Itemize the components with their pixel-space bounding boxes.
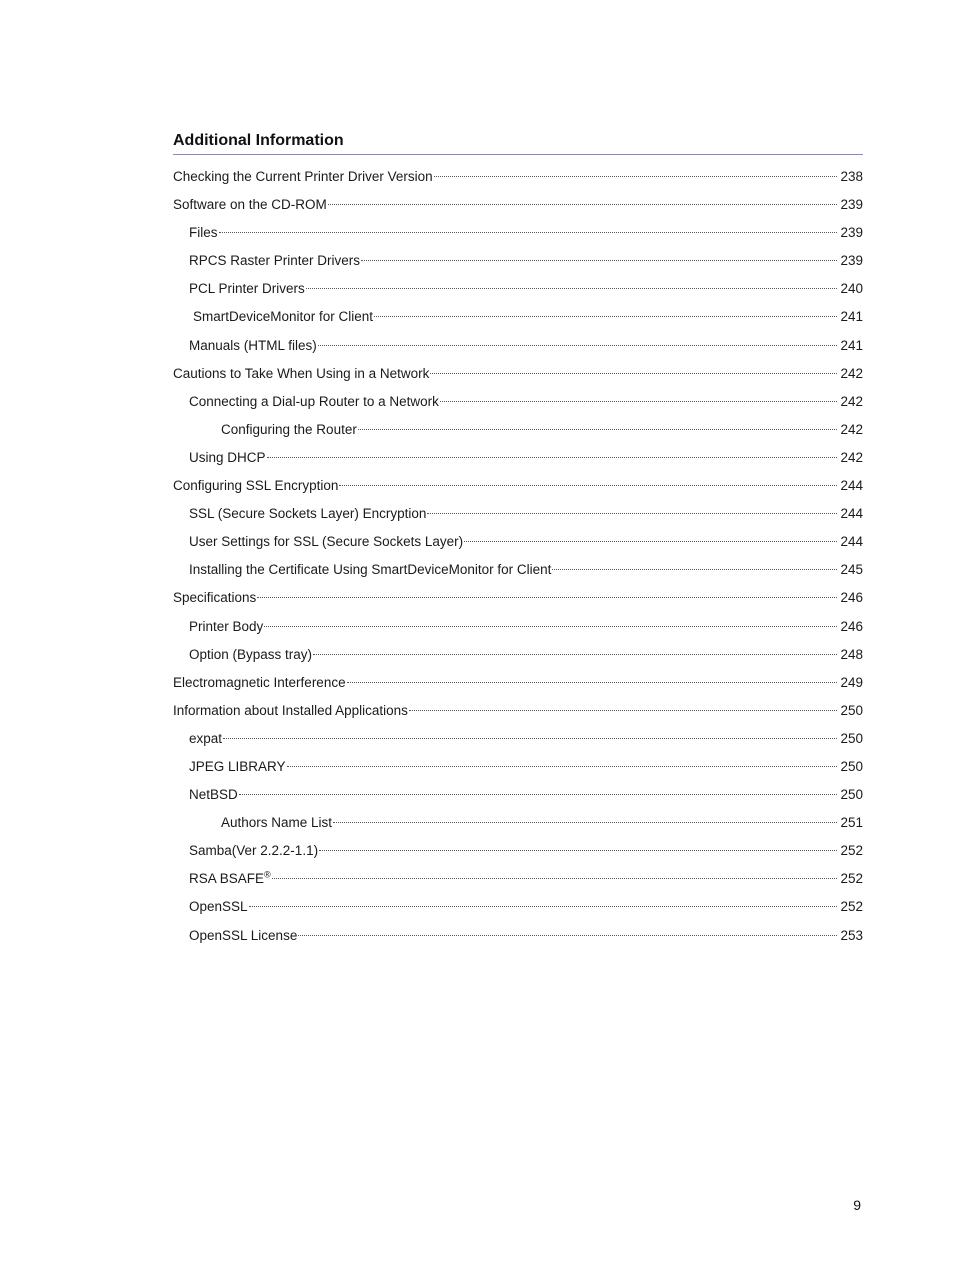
dot-leader bbox=[361, 259, 837, 261]
toc-entry[interactable] bbox=[173, 530, 863, 558]
toc-entry-title bbox=[189, 867, 271, 891]
toc-entry-title-text: Software on the CD-ROM bbox=[173, 197, 327, 213]
toc-entry-title-text: Checking the Current Printer Driver Version bbox=[173, 169, 433, 184]
toc-entry-title-text: Manuals (HTML files) bbox=[189, 337, 317, 353]
toc-entry-title bbox=[173, 362, 429, 386]
toc-entry-title bbox=[221, 418, 357, 442]
registered-mark: ® bbox=[264, 869, 271, 880]
toc-entry[interactable] bbox=[173, 839, 863, 867]
toc-entry-title bbox=[189, 839, 318, 863]
toc-entry-page-number: 249 bbox=[840, 674, 863, 690]
table-of-contents bbox=[173, 165, 863, 952]
toc-entry-title bbox=[189, 530, 463, 554]
toc-entry-title-text: SmartDeviceMonitor for Client bbox=[193, 309, 374, 325]
toc-entry[interactable] bbox=[173, 446, 863, 474]
toc-entry[interactable] bbox=[173, 699, 863, 727]
toc-entry-title bbox=[189, 643, 312, 667]
toc-entry-page-number: 242 bbox=[840, 393, 863, 409]
toc-entry-title-text: Information about Installed Applications bbox=[173, 702, 408, 718]
toc-entry-page-number: 242 bbox=[840, 449, 863, 465]
toc-entry-page-number: 252 bbox=[840, 871, 863, 887]
toc-entry-title bbox=[173, 193, 327, 217]
toc-entry-title bbox=[189, 783, 238, 807]
toc-entry-title bbox=[189, 249, 360, 273]
toc-entry-title bbox=[189, 727, 222, 751]
toc-entry-page-number: 250 bbox=[840, 787, 863, 803]
toc-entry[interactable] bbox=[173, 334, 863, 362]
toc-entry-title bbox=[189, 277, 305, 301]
toc-entry-title-text: Option (Bypass tray) bbox=[189, 646, 313, 662]
toc-entry-page-number: 245 bbox=[840, 562, 863, 578]
toc-entry-page-number: 250 bbox=[840, 702, 863, 718]
toc-entry-page-number: 238 bbox=[840, 169, 863, 184]
toc-entry-page-number: 239 bbox=[840, 197, 863, 213]
toc-entry-title-text: Electromagnetic Interference bbox=[173, 674, 346, 690]
dot-leader bbox=[313, 653, 837, 655]
dot-leader bbox=[328, 203, 837, 205]
toc-entry-title-text: Using DHCP bbox=[189, 449, 266, 465]
toc-entry-title-text: OpenSSL License bbox=[189, 927, 298, 943]
dot-leader bbox=[464, 540, 837, 542]
toc-entry-page-number: 244 bbox=[840, 506, 863, 522]
toc-entry-title-text: expat bbox=[189, 730, 223, 746]
toc-entry[interactable] bbox=[173, 895, 863, 923]
toc-entry[interactable] bbox=[173, 193, 863, 221]
toc-entry-title-text: JPEG LIBRARY bbox=[189, 758, 286, 774]
toc-entry-page-number: 239 bbox=[840, 225, 863, 241]
toc-entry-title bbox=[189, 334, 317, 358]
toc-entry-page-number: 246 bbox=[840, 618, 863, 634]
toc-entry[interactable] bbox=[173, 586, 863, 614]
toc-entry-title-text: Specifications bbox=[173, 590, 257, 606]
dot-leader bbox=[333, 821, 837, 823]
dot-leader bbox=[409, 709, 837, 711]
toc-entry[interactable] bbox=[173, 474, 863, 502]
toc-entry-title-text: SSL (Secure Sockets Layer) Encryption bbox=[189, 506, 427, 522]
toc-entry[interactable] bbox=[173, 811, 863, 839]
toc-entry-page-number: 246 bbox=[840, 590, 863, 606]
dot-leader bbox=[430, 372, 837, 374]
page-number: 9 bbox=[853, 1197, 861, 1213]
dot-leader bbox=[306, 287, 837, 289]
toc-entry-page-number: 242 bbox=[840, 365, 863, 381]
toc-entry-title-text: Samba(Ver 2.2.2-1.1) bbox=[189, 843, 319, 859]
toc-entry-page-number: 240 bbox=[840, 281, 863, 297]
toc-entry-title bbox=[189, 221, 218, 245]
toc-entry-title-text: Cautions to Take When Using in a Network bbox=[173, 365, 430, 381]
toc-entry-title bbox=[221, 811, 332, 835]
section-heading: Additional Information bbox=[173, 131, 863, 155]
toc-entry-title-text: Files bbox=[189, 225, 218, 241]
toc-entry-page-number: 239 bbox=[840, 253, 863, 269]
toc-entry-title bbox=[173, 586, 256, 610]
toc-entry[interactable] bbox=[173, 671, 863, 699]
toc-entry-page-number: 242 bbox=[840, 421, 863, 437]
toc-entry-page-number: 248 bbox=[840, 646, 863, 662]
dot-leader bbox=[287, 765, 837, 767]
toc-entry[interactable] bbox=[173, 277, 863, 305]
toc-entry[interactable] bbox=[173, 924, 863, 952]
toc-entry[interactable] bbox=[173, 362, 863, 390]
toc-entry-title bbox=[189, 924, 297, 948]
toc-entry-title-text: Authors Name List bbox=[221, 815, 333, 831]
toc-entry[interactable] bbox=[173, 305, 863, 333]
toc-entry-page-number: 251 bbox=[840, 815, 863, 831]
toc-entry[interactable] bbox=[173, 783, 863, 811]
toc-entry-title bbox=[189, 502, 426, 526]
toc-entry-title-text: PCL Printer Drivers bbox=[189, 281, 305, 297]
toc-entry-title bbox=[189, 558, 551, 582]
dot-leader bbox=[347, 681, 837, 683]
toc-entry[interactable] bbox=[173, 643, 863, 671]
dot-leader bbox=[318, 344, 837, 346]
dot-leader bbox=[440, 400, 837, 402]
toc-entry-page-number: 253 bbox=[840, 927, 863, 943]
dot-leader bbox=[264, 625, 837, 627]
dot-leader bbox=[358, 428, 837, 430]
dot-leader bbox=[552, 568, 837, 570]
dot-leader bbox=[339, 484, 837, 486]
toc-entry-title-text: NetBSD bbox=[189, 787, 238, 803]
toc-entry[interactable] bbox=[173, 390, 863, 418]
dot-leader bbox=[319, 849, 837, 851]
toc-entry-title-text: Installing the Certificate Using SmartDeviceMonitor for Client bbox=[189, 562, 552, 578]
toc-entry-title-text: RSA BSAFE bbox=[189, 871, 265, 887]
toc-entry-page-number: 241 bbox=[840, 309, 863, 325]
toc-entry-page-number: 244 bbox=[840, 534, 863, 550]
toc-entry[interactable] bbox=[173, 221, 863, 249]
toc-entry[interactable] bbox=[173, 558, 863, 586]
dot-leader bbox=[298, 934, 837, 936]
toc-entry-title-text: RPCS Raster Printer Drivers bbox=[189, 253, 361, 269]
dot-leader bbox=[374, 315, 837, 317]
toc-entry-title-text: Printer Body bbox=[189, 618, 264, 634]
toc-entry[interactable] bbox=[173, 502, 863, 530]
dot-leader bbox=[249, 905, 837, 907]
toc-entry-page-number: 244 bbox=[840, 478, 863, 494]
toc-entry[interactable] bbox=[173, 615, 863, 643]
toc-entry-title bbox=[193, 305, 373, 329]
toc-entry-title bbox=[189, 755, 286, 779]
toc-entry-title-text: Configuring the Router bbox=[221, 421, 357, 437]
dot-leader bbox=[427, 512, 837, 514]
toc-entry[interactable] bbox=[173, 727, 863, 755]
dot-leader bbox=[434, 175, 837, 177]
toc-entry-page-number: 252 bbox=[840, 843, 863, 859]
toc-entry-title bbox=[189, 615, 263, 639]
dot-leader bbox=[257, 596, 837, 598]
toc-entry-title-text: Configuring SSL Encryption bbox=[173, 478, 339, 494]
dot-leader bbox=[219, 231, 837, 233]
toc-entry-page-number: 250 bbox=[840, 758, 863, 774]
dot-leader bbox=[267, 456, 837, 458]
toc-entry-title bbox=[189, 895, 248, 919]
toc-entry[interactable] bbox=[173, 418, 863, 446]
toc-entry-title bbox=[173, 474, 338, 498]
toc-entry-page-number: 241 bbox=[840, 337, 863, 353]
toc-entry[interactable] bbox=[173, 249, 863, 277]
toc-entry-title bbox=[173, 165, 433, 189]
toc-entry[interactable] bbox=[173, 867, 863, 895]
toc-entry-page-number: 252 bbox=[840, 899, 863, 915]
dot-leader bbox=[272, 877, 837, 879]
toc-entry-title-text: User Settings for SSL (Secure Sockets Layer) bbox=[189, 534, 464, 550]
toc-entry[interactable] bbox=[173, 755, 863, 783]
toc-entry-title bbox=[173, 699, 408, 723]
toc-entry-page-number: 250 bbox=[840, 730, 863, 746]
dot-leader bbox=[239, 793, 837, 795]
toc-entry[interactable] bbox=[173, 165, 863, 193]
dot-leader bbox=[223, 737, 837, 739]
toc-entry-title bbox=[189, 446, 266, 470]
toc-entry-title bbox=[189, 390, 439, 414]
toc-entry-title-text: OpenSSL bbox=[189, 899, 248, 915]
toc-entry-title-text: Connecting a Dial-up Router to a Network bbox=[189, 393, 439, 409]
toc-entry-title bbox=[173, 671, 346, 695]
